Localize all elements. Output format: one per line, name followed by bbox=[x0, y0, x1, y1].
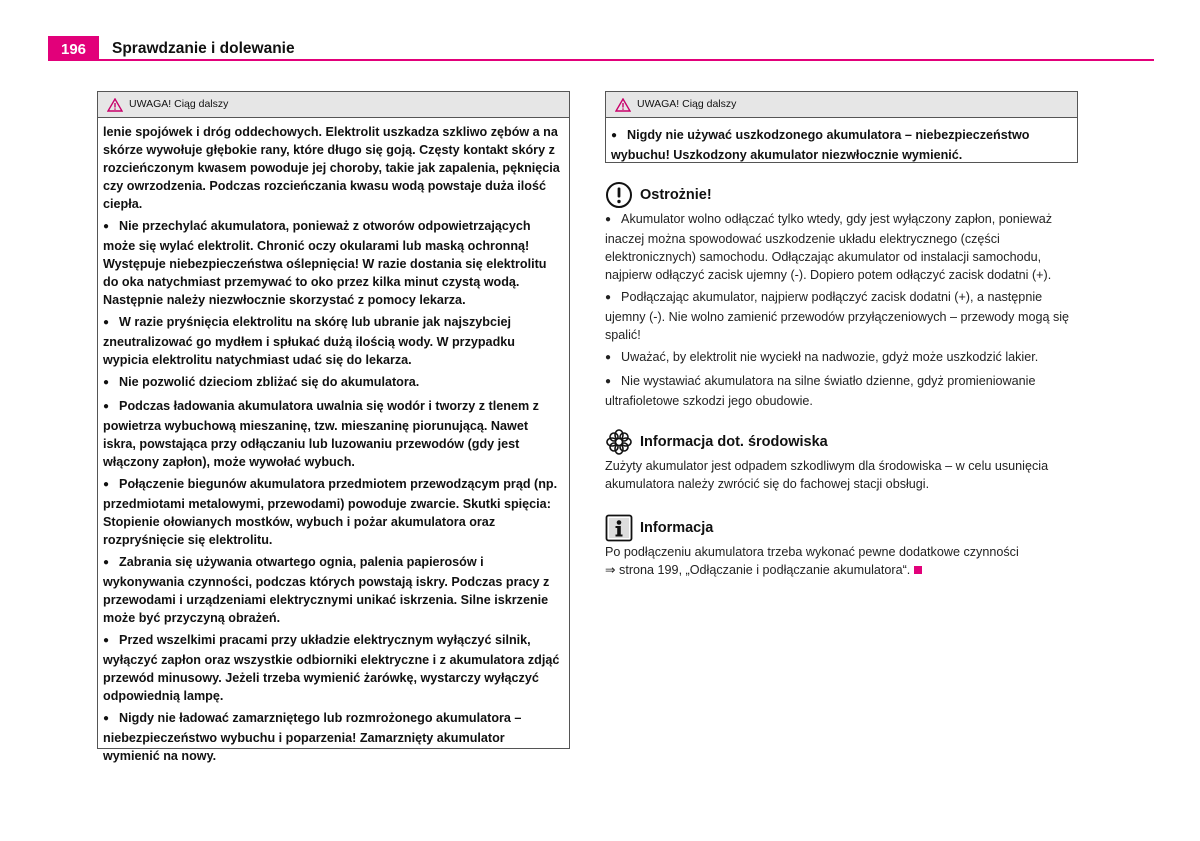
warning-bullet: ● Połączenie biegunów akumulatora przedmiotem przewodzącym prąd (np. przedmiotami metalowymi, przewodami) powoduje zwarcie. Skutki spięcia: Stopienie ołowianych mostków, wybuch i pożar akumulatora oraz rozpryśnięcie się elektrolitu. bbox=[103, 475, 562, 549]
warning-bullet: ● Nie pozwolić dzieciom zbliżać się do akumulatora. bbox=[103, 373, 562, 393]
page-reference-link[interactable]: ⇒ strona 199, „Odłączanie i podłączanie akumulatora“. bbox=[605, 563, 911, 577]
warning-header bbox=[98, 92, 569, 118]
warning-triangle-icon bbox=[615, 98, 631, 112]
caution-body bbox=[605, 210, 1085, 410]
warning-paragraph: lenie spojówek i dróg oddechowych. Elektrolit uszkadza szkliwo zębów a na skórze wywołuje głębokie rany, które długo się goją. Częsty kontakt skóry z rozcieńczonym kwasem powoduje jej choroby, takie jak zapalenia, pęknięcia czy owrzodzenia. Podczas rozcieńczania kwasu wodą powstaje duża ilość ciepła. bbox=[103, 125, 560, 211]
caution-bullet: ● Akumulator wolno odłączać tylko wtedy, gdy jest wyłączony zapłon, ponieważ inaczej można spowodować uszkodzenie układu elektrycznego (części elektronicznych) samochodu. Odłączając akumulator od instalacji samochodu, najpierw odłączyć zacisk ujemny (-). Dopiero potem odłączyć zacisk dodatni (+). bbox=[605, 210, 1085, 284]
warning-bullet: ● Nie przechylać akumulatora, ponieważ z otworów odpowietrzających może się wylać elektrolit. Chronić oczy okularami lub maską ochronną! Występuje niebezpieczeństwa oślepnięcia! W razie dostania się elektrolitu do oka natychmiast przemywać to oko przez kilka minut czystą wodą. Następnie należy niezwłocznie skorzystać z pomocy lekarza. bbox=[103, 217, 562, 309]
caution-bullet: ● Uważać, by elektrolit nie wyciekł na nadwozie, gdyż może uszkodzić lakier. bbox=[605, 348, 1085, 368]
environment-title: Informacja dot. środowiska bbox=[640, 434, 828, 450]
warning-heading: UWAGA! Ciąg dalszy bbox=[637, 98, 737, 110]
info-text: Po podłączeniu akumulatora trzeba wykonać pewne dodatkowe czynności bbox=[605, 545, 1019, 559]
page-title: Sprawdzanie i dolewanie bbox=[112, 40, 295, 57]
environment-heading bbox=[605, 427, 1085, 457]
caution-bullet: ● Nie wystawiać akumulatora na silne światło dzienne, gdyż promieniowanie ultrafioletowe szkodzi jego obudowie. bbox=[605, 372, 1085, 410]
header-rule bbox=[48, 59, 1154, 61]
environment-body bbox=[605, 457, 1085, 493]
warning-header bbox=[606, 92, 1077, 118]
warning-box-left bbox=[97, 91, 570, 763]
warning-box-right bbox=[605, 91, 1078, 163]
warning-bullet: ● Nigdy nie ładować zamarzniętego lub rozmrożonego akumulatora – niebezpieczeństwo wybuchu i poparzenia! Zamarznięty akumulator wymienić na nowy. bbox=[103, 709, 562, 765]
warning-heading: UWAGA! Ciąg dalszy bbox=[129, 98, 229, 110]
caution-title: Ostrożnie! bbox=[640, 187, 712, 203]
warning-triangle-icon bbox=[107, 98, 123, 112]
caution-heading bbox=[605, 180, 1085, 210]
caution-bullet: ● Podłączając akumulator, najpierw podłączyć zacisk dodatni (+), a następnie ujemny (-). Nie wolno zamienić przewodów przyłączeniowych – przewody mogą się spalić! bbox=[605, 288, 1085, 344]
info-section bbox=[605, 513, 1085, 579]
info-heading bbox=[605, 513, 1085, 543]
page-number: 196 bbox=[48, 36, 99, 61]
info-body bbox=[605, 543, 1085, 579]
info-reference-line bbox=[605, 561, 1085, 579]
exclamation-circle-icon bbox=[605, 181, 633, 209]
warning-bullet: ● Nigdy nie używać uszkodzonego akumulatora – niebezpieczeństwo wybuchu! Uszkodzony akumulator niezwłocznie wymienić. bbox=[611, 126, 1070, 164]
end-marker bbox=[914, 566, 922, 574]
warning-bullet: ● W razie pryśnięcia elektrolitu na skórę lub ubranie jak najszybciej zneutralizować go mydłem i spłukać dużą ilością wody. W przypadku wypicia elektrolitu natychmiast udać się do lekarza. bbox=[103, 313, 562, 369]
warning-bullet: ● Przed wszelkimi pracami przy układzie elektrycznym wyłączyć silnik, wyłączyć zapłon oraz wszystkie odbiorniki elektryczne i z akumulatora zdjąć przewód minusowy. Jeżeli trzeba wymienić żarówkę, wystarczy wyłączyć odpowiednią lampę. bbox=[103, 631, 562, 705]
flower-icon bbox=[605, 428, 633, 456]
page-header bbox=[48, 36, 1154, 62]
info-title: Informacja bbox=[640, 520, 714, 536]
environment-section bbox=[605, 427, 1085, 497]
warning-bullet: ● Zabrania się używania otwartego ognia, palenia papierosów i wykonywania czynności, podczas których powstają iskry. Podczas pracy z przewodami i urządzeniami elektrycznymi unikać iskrzenia. Silne iskrzenie może być przyczyną obrażeń. bbox=[103, 553, 562, 627]
warning-bullet: ● Podczas ładowania akumulatora uwalnia się wodór i tworzy z tlenem z powietrza wybuchową mieszaninę, tzw. mieszaninę piorunującą. Nawet iskra, powstająca przy odłączaniu lub luzowaniu przewodów (gdy jest włączony zapłon), może wywołać wybuch. bbox=[103, 397, 562, 471]
environment-text: Zużyty akumulator jest odpadem szkodliwym dla środowiska – w celu usunięcia akumulatora należy zwrócić się do fachowej stacji obsługi. bbox=[605, 459, 1049, 491]
info-icon bbox=[605, 514, 633, 542]
caution-section bbox=[605, 180, 1085, 414]
warning-body bbox=[606, 118, 1077, 172]
warning-body bbox=[98, 118, 569, 773]
